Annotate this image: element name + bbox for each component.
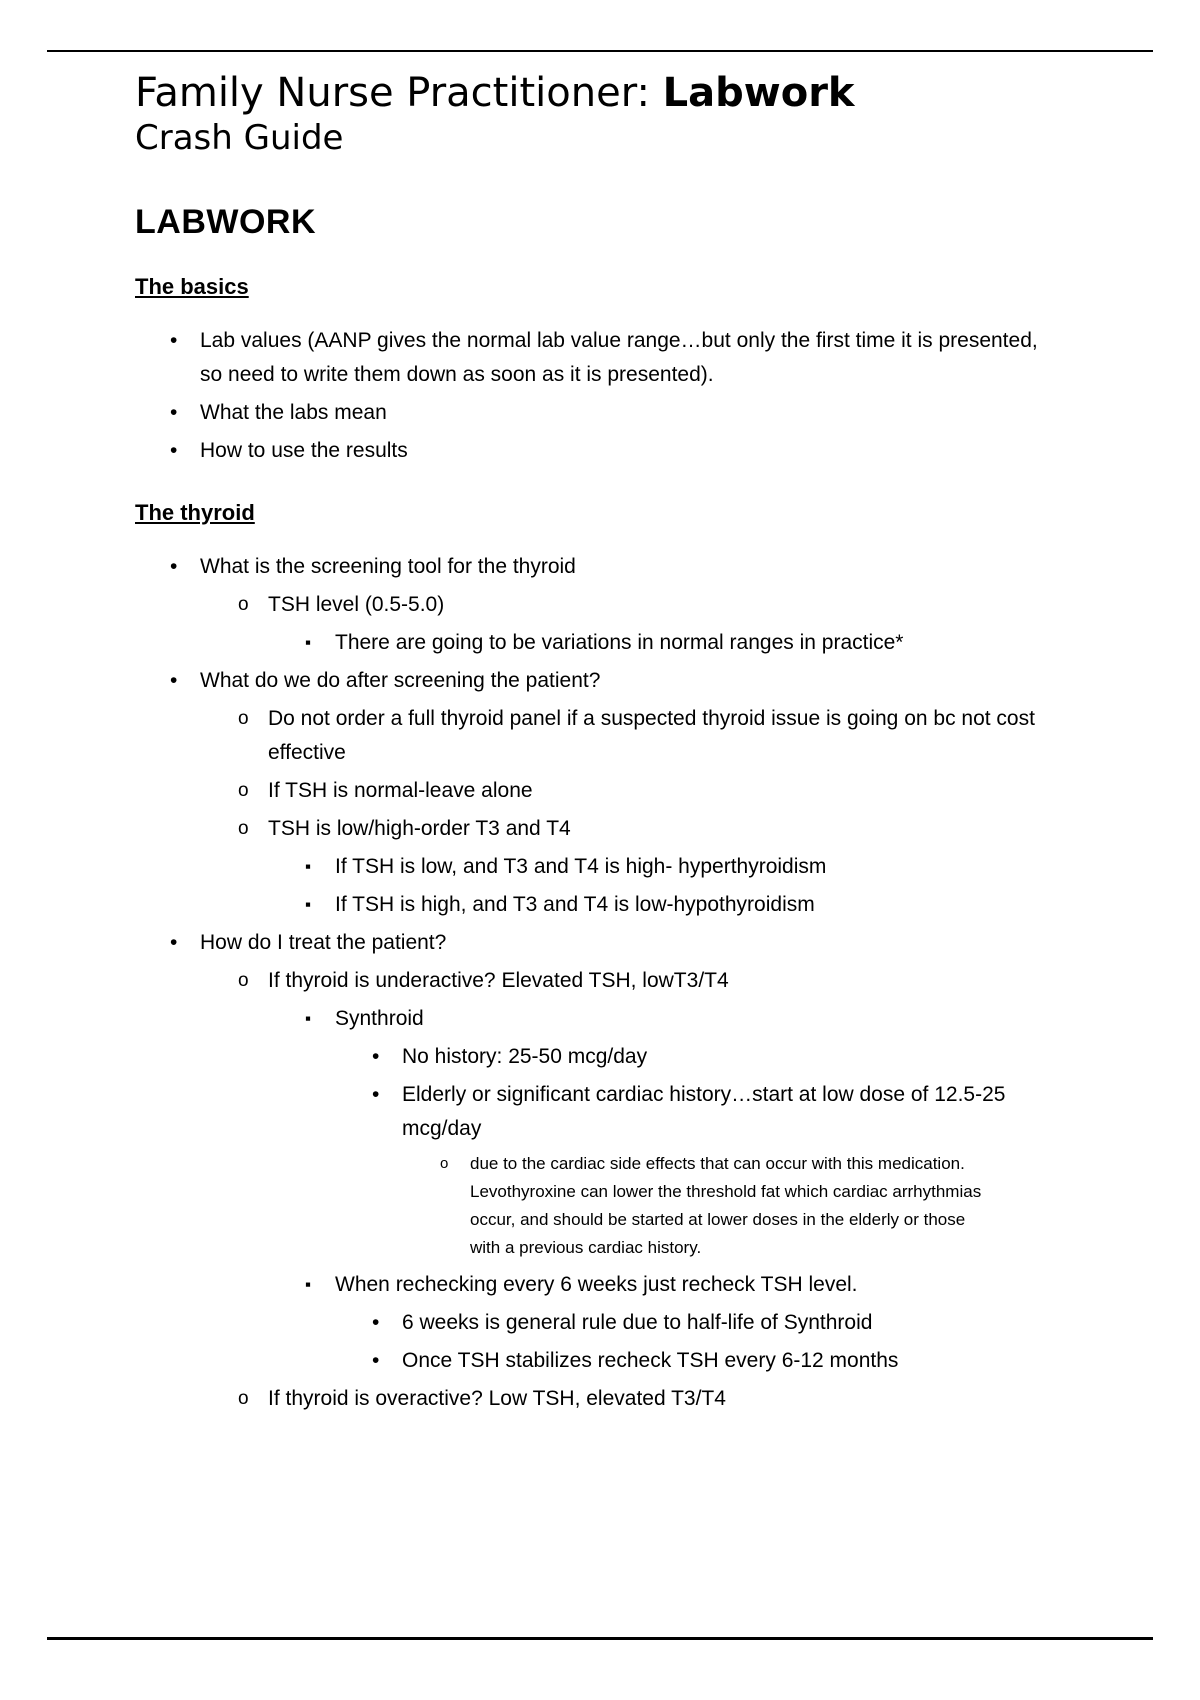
list-item-text: There are going to be variations in normal ranges in practice*: [335, 630, 904, 654]
list-item-text: Synthroid: [335, 1006, 424, 1030]
list-item: [135, 1150, 1060, 1262]
list-item-text: Once TSH stabilizes recheck TSH every 6-12 months: [402, 1348, 899, 1372]
list-item-text: If TSH is high, and T3 and T4 is low-hypothyroidism: [335, 892, 815, 916]
list-item-text: What do we do after screening the patient?: [200, 668, 601, 692]
section-heading: The basics: [135, 273, 249, 299]
list-item-text: 6 weeks is general rule due to half-life of Synthroid: [402, 1310, 873, 1334]
bullet-square-icon: ▪: [305, 1274, 312, 1294]
page-bottom-rule: [47, 1637, 1153, 1640]
list-item-text: When rechecking every 6 weeks just recheck TSH level.: [335, 1272, 858, 1296]
list-item: [135, 1078, 1060, 1146]
bullet-circle-icon: o: [238, 707, 249, 729]
bullet-disc-icon: •: [170, 400, 178, 424]
list-item: [135, 396, 1060, 430]
list-item-text: How do I treat the patient?: [200, 930, 447, 954]
list-item: [135, 550, 1060, 584]
list-item-text: If thyroid is overactive? Low TSH, elevated T3/T4: [268, 1386, 726, 1410]
bullet-disc-icon: •: [170, 554, 178, 578]
list-item: [135, 664, 1060, 698]
list-item-text: If TSH is low, and T3 and T4 is high- hyperthyroidism: [335, 854, 827, 878]
list-item: [135, 626, 1060, 660]
list-item-text: Elderly or significant cardiac history…start at low dose of 12.5-25 mcg/day: [402, 1082, 1006, 1140]
page-title: LABWORK: [135, 202, 317, 241]
list-item: [135, 888, 1060, 922]
bullet-disc-icon: •: [372, 1310, 380, 1334]
list-item-text: How to use the results: [200, 438, 408, 462]
bullet-circle-icon: o: [238, 817, 249, 839]
bullet-circle-icon: o: [238, 593, 249, 615]
bullet-disc-icon: •: [170, 668, 178, 692]
bullet-disc-icon: •: [372, 1348, 380, 1372]
bullet-circle-icon: o: [238, 969, 249, 991]
list-item: [135, 434, 1060, 468]
list-item-text: What is the screening tool for the thyroid: [200, 554, 576, 578]
list-item-text: Lab values (AANP gives the normal lab value range…but only the first time it is presented, so need to write them down as soon as it is presented).: [200, 328, 1038, 386]
list-item-text: TSH level (0.5-5.0): [268, 592, 445, 616]
list-item-text: Do not order a full thyroid panel if a suspected thyroid issue is going on bc not cost effective: [268, 706, 1035, 764]
list-item: [135, 964, 1060, 998]
document-title: [135, 70, 1060, 116]
bullet-disc-icon: •: [170, 930, 178, 954]
section-heading: The thyroid: [135, 499, 255, 525]
list-item: [135, 1382, 1060, 1416]
bullet-square-icon: ▪: [305, 632, 312, 652]
bullet-disc-icon: •: [372, 1082, 380, 1106]
bullet-square-icon: ▪: [305, 894, 312, 914]
list-item: [135, 926, 1060, 960]
list-item: [135, 774, 1060, 808]
list-item-text: TSH is low/high-order T3 and T4: [268, 816, 571, 840]
list-item-text: If TSH is normal-leave alone: [268, 778, 533, 802]
bullet-disc-icon: •: [170, 328, 178, 352]
list-item: [135, 1002, 1060, 1036]
list-item-text: If thyroid is underactive? Elevated TSH, lowT3/T4: [268, 968, 729, 992]
bullet-circle-icon: o: [238, 779, 249, 801]
list-item: [135, 702, 1060, 770]
list-item: [135, 1306, 1060, 1340]
list-item-text: No history: 25-50 mcg/day: [402, 1044, 648, 1068]
bullet-disc-icon: •: [170, 438, 178, 462]
document-title-bold: Labwork: [662, 70, 855, 116]
list-item: [135, 812, 1060, 846]
bullet-square-icon: ▪: [305, 856, 312, 876]
page-top-rule: [47, 50, 1153, 52]
bullet-circle-icon: o: [440, 1154, 449, 1172]
document-body: [135, 274, 1060, 1416]
list-item: [135, 588, 1060, 622]
list-item-text: What the labs mean: [200, 400, 387, 424]
bullet-disc-icon: •: [372, 1044, 380, 1068]
bullet-circle-icon: o: [238, 1387, 249, 1409]
list-item-text: due to the cardiac side effects that can occur with this medication. Levothyroxine can lower the threshold fat which cardiac arrhythmias occur, and should be started at lower doses in the elderly or those with a previous cardiac history.: [470, 1153, 982, 1257]
list-item: [135, 1040, 1060, 1074]
document-title-regular: Family Nurse Practitioner:: [135, 70, 663, 116]
list-item: [135, 1344, 1060, 1378]
bullet-square-icon: ▪: [305, 1008, 312, 1028]
list-item: [135, 1268, 1060, 1302]
document-subtitle: Crash Guide: [135, 118, 344, 158]
list-item: [135, 850, 1060, 884]
list-item: [135, 324, 1060, 392]
